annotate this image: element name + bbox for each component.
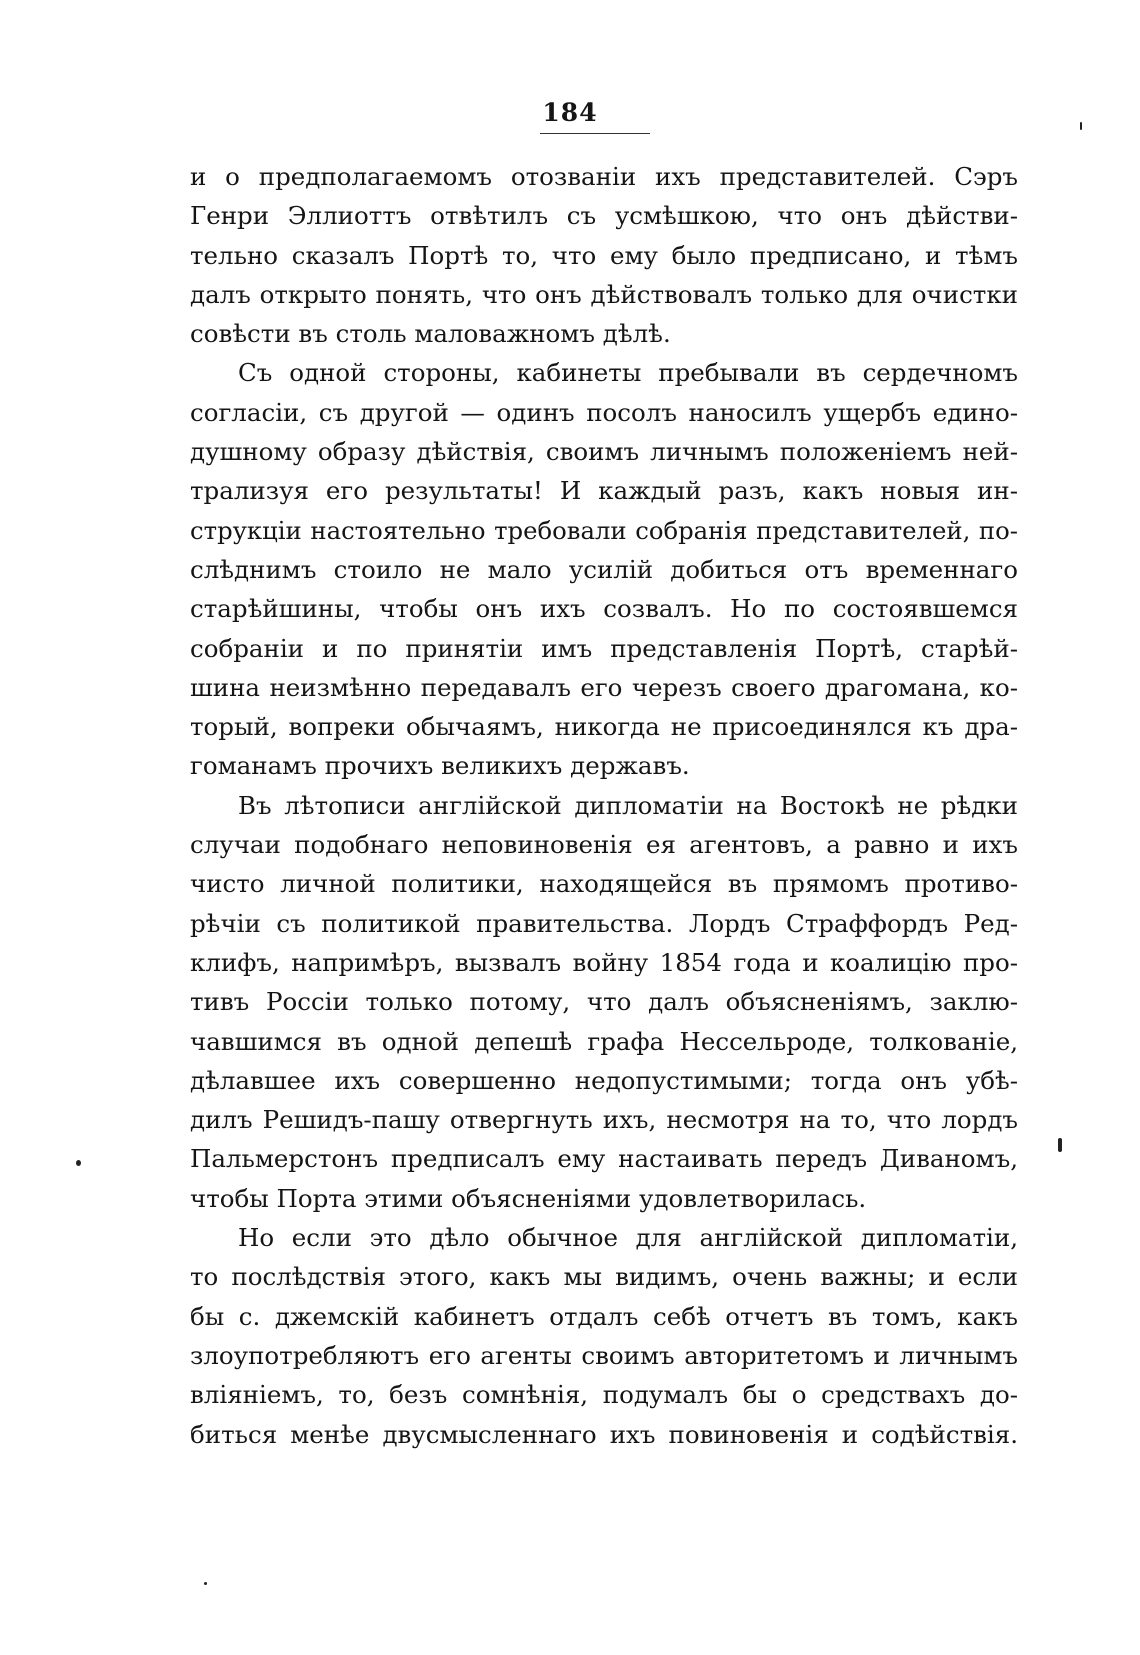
- text-line: гоманамъ прочихъ великихъ державъ.: [190, 751, 690, 781]
- text-line: дилъ Решидъ-пашу отвергнуть ихъ, несмотря на то, что лордъ: [190, 1105, 1018, 1135]
- scan-speck: [1080, 122, 1082, 130]
- text-line: шина неизмѣнно передавалъ его черезъ своего драгомана, ко-: [190, 672, 1018, 702]
- text-line: злоупотребляютъ его агенты своимъ авторитетомъ и личнымъ: [190, 1340, 1018, 1370]
- text-line: совѣсти въ столь маловажномъ дѣлѣ.: [190, 319, 671, 349]
- text-line: Генри Эллиоттъ отвѣтилъ съ усмѣшкою, что онъ дѣйстви-: [190, 201, 1018, 231]
- text-line: рѣчіи съ политикой правительства. Лордъ Страффордъ Ред-: [190, 908, 1018, 938]
- scan-speck: [1058, 1138, 1062, 1152]
- text-line: душному образу дѣйствія, своимъ личнымъ положеніемъ ней-: [190, 437, 1018, 467]
- text-line: тельно сказалъ Портѣ то, что ему было предписано, и тѣмъ: [190, 240, 1018, 270]
- text-line: далъ открыто понять, что онъ дѣйствовалъ только для очистки: [190, 279, 1018, 309]
- text-line: Съ одной стороны, кабинеты пребывали въ сердечномъ: [238, 358, 1018, 388]
- body-text: [190, 157, 1018, 1454]
- text-line: клифъ, напримѣръ, вызвалъ войну 1854 года и коалицію про-: [190, 947, 1018, 977]
- text-line: старѣйшины, чтобы онъ ихъ созвалъ. Но по состоявшемся: [190, 594, 1018, 624]
- text-line: торый, вопреки обычаямъ, никогда не присоединялся къ дра-: [190, 712, 1018, 742]
- text-line: трализуя его результаты! И каждый разъ, какъ новыя ин-: [190, 476, 1018, 506]
- text-line: Но если это дѣло обычное для англійской дипломатіи,: [238, 1223, 1018, 1253]
- text-line: дѣлавшее ихъ совершенно недопустимыми; тогда онъ убѣ-: [190, 1065, 1018, 1095]
- text-line: Въ лѣтописи англійской дипломатіи на Востокѣ не рѣдки: [238, 790, 1018, 820]
- text-line: чисто личной политики, находящейся въ прямомъ противо-: [190, 869, 1018, 899]
- text-line: чтобы Порта этими объясненіями удовлетворилась.: [190, 1183, 867, 1213]
- text-line: чавшимся въ одной депешѣ графа Нессельроде, толкованіе,: [190, 1026, 1018, 1056]
- text-line: случаи подобнаго неповиновенія ея агентовъ, а равно и ихъ: [190, 830, 1018, 860]
- text-line: струкціи настоятельно требовали собранія представителей, по-: [190, 515, 1018, 545]
- text-line: Пальмерстонъ предписалъ ему настаивать передъ Диваномъ,: [190, 1144, 1018, 1174]
- text-line: бы с. джемскій кабинетъ отдалъ себѣ отчетъ въ томъ, какъ: [190, 1301, 1018, 1331]
- page-number-rule: [540, 133, 650, 134]
- text-line: то послѣдствія этого, какъ мы видимъ, очень важны; и если: [190, 1262, 1018, 1292]
- page-number: 184: [542, 98, 598, 127]
- text-line: вліяніемъ, то, безъ сомнѣнія, подумалъ бы о средствахъ до-: [190, 1380, 1018, 1410]
- text-line: тивъ Россіи только потому, что далъ объясненіямъ, заклю-: [190, 987, 1018, 1017]
- scan-speck: [76, 1160, 81, 1166]
- text-line: согласіи, съ другой — одинъ посолъ наносилъ ущербъ едино-: [190, 397, 1018, 427]
- text-line: и о предполагаемомъ отозваніи ихъ представителей. Сэръ: [190, 162, 1018, 191]
- scan-speck: [204, 1582, 207, 1585]
- text-line: собраніи и по принятіи имъ представленія Портѣ, старѣй-: [190, 633, 1018, 663]
- text-line: слѣднимъ стоило не мало усилій добиться отъ временнаго: [190, 554, 1018, 584]
- text-line: биться менѣе двусмысленнаго ихъ повиновенія и содѣйствія.: [190, 1419, 1018, 1449]
